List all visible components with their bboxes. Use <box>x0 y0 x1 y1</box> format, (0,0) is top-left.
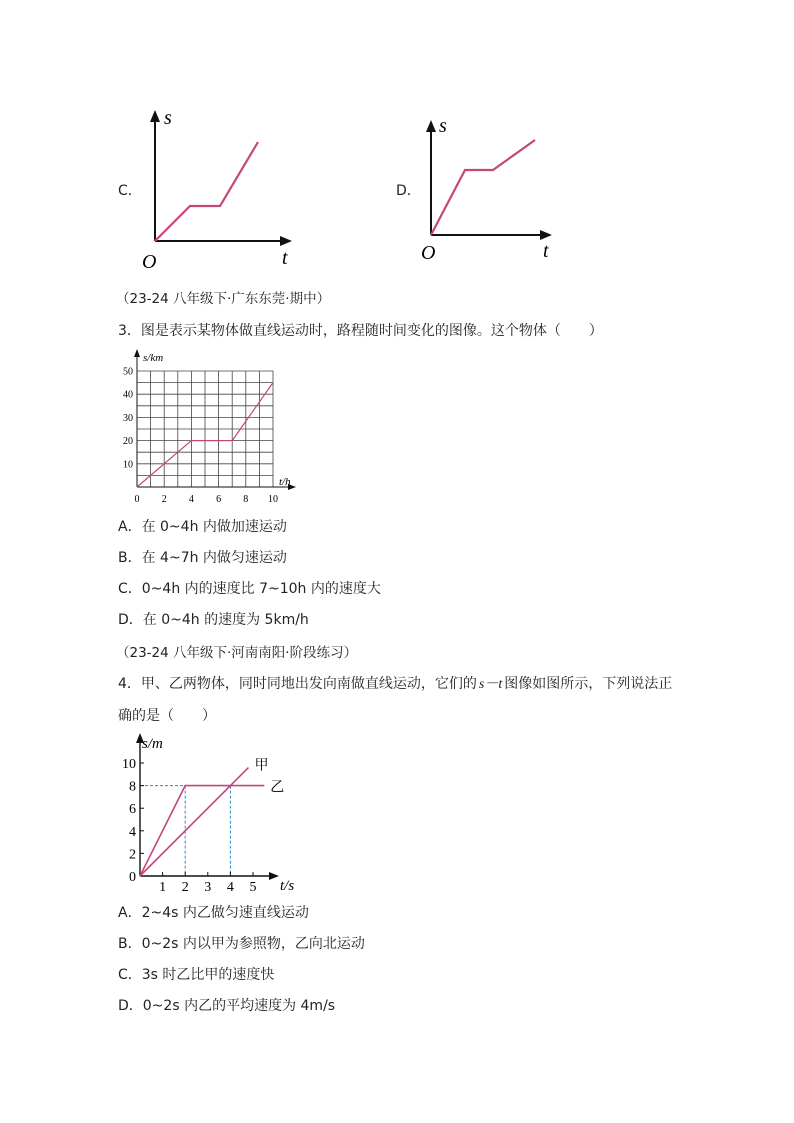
t-axis-label: t <box>282 247 288 269</box>
q4-x-tick-label: 4 <box>226 880 234 895</box>
q3-y-arrow-icon <box>134 349 140 357</box>
q3-chart <box>115 348 300 510</box>
q4-chart <box>112 728 312 896</box>
s-axis-label: s <box>164 107 172 129</box>
q4-x-arrow-icon <box>269 872 279 880</box>
q3-option-d[interactable]: D．在 0~4h 的速度为 5km/h <box>118 612 309 628</box>
q4-option-b[interactable]: B．0~2s 内以甲为参照物，乙向北运动 <box>118 936 365 952</box>
origin-label: O <box>421 242 436 264</box>
option-c-graph <box>140 100 300 275</box>
q4-series-line <box>140 768 248 876</box>
q3-x-tick-label: 6 <box>216 494 222 505</box>
t-axis-arrow-icon <box>540 230 552 240</box>
q3-xlabel: t/h <box>279 476 291 488</box>
q3-x-tick-label: 2 <box>161 494 167 505</box>
option-d-label: D． <box>396 183 421 199</box>
q4-option-c[interactable]: C．3s 时乙比甲的速度快 <box>118 967 275 983</box>
q4-series-label: 乙 <box>270 779 285 796</box>
s-axis-arrow-icon <box>426 120 436 132</box>
q4-stem-part2: 图像如图所示，下列说法正 <box>504 676 673 692</box>
q3-stem: 3．图是表示某物体做直线运动时，路程随时间变化的图像。这个物体（ ） <box>118 323 603 339</box>
q4-stem-part1: 4．甲、乙两物体，同时同地出发向南做直线运动，它们的 <box>118 676 477 692</box>
s-axis-label: s <box>439 115 447 137</box>
origin-label: O <box>142 251 157 273</box>
q4-xlabel: t/s <box>280 878 295 894</box>
q3-y-tick-label: 50 <box>123 366 133 378</box>
q4-x-tick-label: 1 <box>159 880 167 895</box>
q4-option-d[interactable]: D．0~2s 内乙的平均速度为 4m/s <box>118 998 336 1014</box>
q3-x-tick-label: 8 <box>243 494 249 505</box>
q4-x-tick-label: 2 <box>181 880 189 895</box>
t-axis-label: t <box>543 240 549 262</box>
q3-option-c[interactable]: C．0~4h 内的速度比 7~10h 内的速度大 <box>118 581 381 597</box>
q4-series-label: 甲 <box>254 757 269 774</box>
q3-source: （23-24 八年级下·广东东莞·期中） <box>116 291 331 307</box>
q3-x-tick-label: 4 <box>188 494 194 505</box>
q3-y-tick-label: 40 <box>123 389 133 401</box>
q4-x-tick-label: 5 <box>249 880 257 895</box>
t-axis-arrow-icon <box>280 236 292 246</box>
q4-y-tick-label: 0 <box>129 870 136 885</box>
q4-option-a[interactable]: A．2~4s 内乙做匀速直线运动 <box>118 905 309 921</box>
q4-source: （23-24 八年级下·河南南阳·阶段练习） <box>116 645 358 661</box>
q4-x-tick-label: 3 <box>204 880 212 895</box>
q4-stem-line1 <box>118 675 672 694</box>
q3-option-b[interactable]: B．在 4~7h 内做匀速运动 <box>118 550 287 566</box>
q4-y-tick-label: 6 <box>129 802 136 818</box>
q3-option-a[interactable]: A．在 0~4h 内做加速运动 <box>118 519 287 535</box>
q3-y-tick-label: 20 <box>123 436 133 448</box>
q3-y-tick-label: 30 <box>123 412 133 424</box>
q3-x-tick-label: 10 <box>268 494 278 505</box>
q4-y-tick-label: 4 <box>129 824 136 840</box>
s-axis-arrow-icon <box>150 110 160 122</box>
q4-stem-math: s－t <box>478 677 503 692</box>
q3-y-tick-label: 10 <box>123 459 133 471</box>
s-t-line <box>431 140 535 235</box>
q4-series-line <box>140 786 264 876</box>
q3-x-tick-label: 0 <box>134 494 140 505</box>
q4-ylabel: s/m <box>142 736 163 752</box>
option-d-graph <box>415 108 565 268</box>
q4-y-tick-label: 10 <box>122 757 136 772</box>
q4-y-tick-label: 8 <box>129 779 136 795</box>
q4-y-tick-label: 2 <box>129 847 136 863</box>
s-t-line <box>155 142 258 241</box>
q4-stem-line2: 确的是（ ） <box>118 708 216 724</box>
q3-ylabel: s/km <box>143 352 164 364</box>
option-c-label: C． <box>118 183 142 199</box>
